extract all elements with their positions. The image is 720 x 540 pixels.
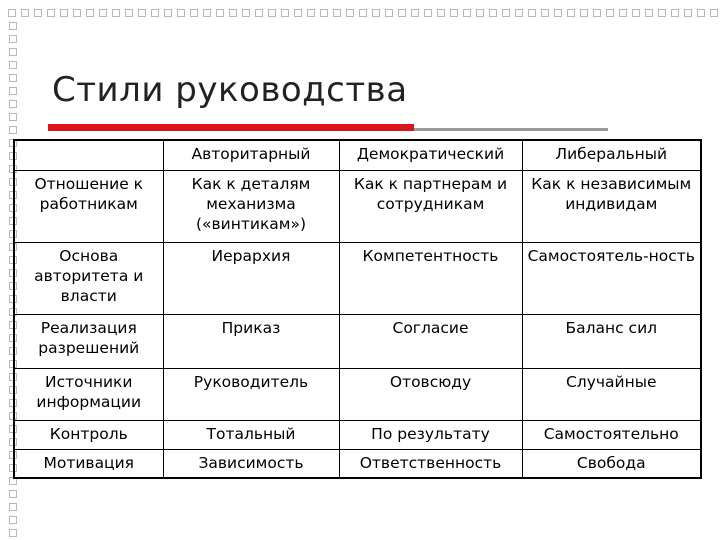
decorative-top-squares [0, 0, 720, 26]
table-cell: Отовсюду [339, 369, 522, 421]
decorative-square [190, 9, 198, 17]
decorative-square [216, 9, 224, 17]
decorative-square [9, 48, 17, 56]
decorative-square [47, 9, 55, 17]
decorative-square [593, 9, 601, 17]
table-cell: Иерархия [163, 243, 339, 315]
decorative-square [632, 9, 640, 17]
decorative-square [528, 9, 536, 17]
decorative-square [502, 9, 510, 17]
row-label: Источники информации [14, 369, 163, 421]
decorative-square [450, 9, 458, 17]
decorative-square [34, 9, 42, 17]
decorative-square [619, 9, 627, 17]
table-row [14, 171, 701, 243]
decorative-square [489, 9, 497, 17]
decorative-square [580, 9, 588, 17]
table-row [14, 243, 701, 315]
decorative-square [255, 9, 263, 17]
decorative-square [9, 61, 17, 69]
column-header-authoritarian: Авторитарный [163, 140, 339, 171]
decorative-square [684, 9, 692, 17]
decorative-square [424, 9, 432, 17]
decorative-square [294, 9, 302, 17]
decorative-square [398, 9, 406, 17]
decorative-square [9, 87, 17, 95]
decorative-square [658, 9, 666, 17]
decorative-square [372, 9, 380, 17]
decorative-square [9, 35, 17, 43]
decorative-square [411, 9, 419, 17]
decorative-square [385, 9, 393, 17]
decorative-square [476, 9, 484, 17]
decorative-square [138, 9, 146, 17]
decorative-square [359, 9, 367, 17]
row-label: Отношение к работникам [14, 171, 163, 243]
decorative-square [710, 9, 718, 17]
decorative-square [9, 516, 17, 524]
decorative-square [164, 9, 172, 17]
decorative-square [9, 113, 17, 121]
decorative-square [9, 126, 17, 134]
decorative-square [346, 9, 354, 17]
row-label: Реализация разрешений [14, 315, 163, 369]
table-cell: Зависимость [163, 450, 339, 479]
decorative-square [307, 9, 315, 17]
column-header-liberal: Либеральный [522, 140, 701, 171]
decorative-square [9, 22, 17, 30]
row-label: Основа авторитета и власти [14, 243, 163, 315]
table-cell: Случайные [522, 369, 701, 421]
table-cell: Самостоятель-ность [522, 243, 701, 315]
decorative-square [541, 9, 549, 17]
table-row [14, 369, 701, 421]
slide-title: Стили руководства [52, 70, 408, 110]
table-cell: Самостоятельно [522, 421, 701, 450]
row-label: Контроль [14, 421, 163, 450]
table-cell: Приказ [163, 315, 339, 369]
table-row [14, 421, 701, 450]
table-cell: Как к независимым индивидам [522, 171, 701, 243]
table-row [14, 315, 701, 369]
table-corner-cell [14, 140, 163, 171]
leadership-styles-table [13, 139, 702, 479]
decorative-square [9, 503, 17, 511]
table-cell: Как к партнерам и сотрудникам [339, 171, 522, 243]
table-header-row [14, 140, 701, 171]
row-label: Мотивация [14, 450, 163, 479]
decorative-square [606, 9, 614, 17]
decorative-square [112, 9, 120, 17]
decorative-square [60, 9, 68, 17]
decorative-square [177, 9, 185, 17]
table-cell: Компетентность [339, 243, 522, 315]
table-cell: Свобода [522, 450, 701, 479]
table-cell: Баланс сил [522, 315, 701, 369]
decorative-square [463, 9, 471, 17]
decorative-square [281, 9, 289, 17]
table-cell: По результату [339, 421, 522, 450]
decorative-square [437, 9, 445, 17]
decorative-square [151, 9, 159, 17]
table-cell: Ответственность [339, 450, 522, 479]
decorative-square [125, 9, 133, 17]
table-cell: Согласие [339, 315, 522, 369]
table-cell: Руководитель [163, 369, 339, 421]
table-cell: Тотальный [163, 421, 339, 450]
decorative-square [333, 9, 341, 17]
table-cell: Как к деталям механизма («винтикам») [163, 171, 339, 243]
decorative-square [99, 9, 107, 17]
decorative-square [268, 9, 276, 17]
decorative-square [554, 9, 562, 17]
decorative-square [203, 9, 211, 17]
decorative-square [73, 9, 81, 17]
column-header-democratic: Демократический [339, 140, 522, 171]
decorative-square [320, 9, 328, 17]
decorative-square [671, 9, 679, 17]
decorative-square [9, 74, 17, 82]
decorative-square [9, 100, 17, 108]
decorative-square [9, 529, 17, 537]
decorative-square [645, 9, 653, 17]
decorative-square [697, 9, 705, 17]
decorative-square [242, 9, 250, 17]
decorative-square [567, 9, 575, 17]
decorative-square [515, 9, 523, 17]
table-row [14, 450, 701, 479]
decorative-square [9, 490, 17, 498]
decorative-square [229, 9, 237, 17]
title-underline-red [48, 124, 414, 131]
decorative-square [86, 9, 94, 17]
